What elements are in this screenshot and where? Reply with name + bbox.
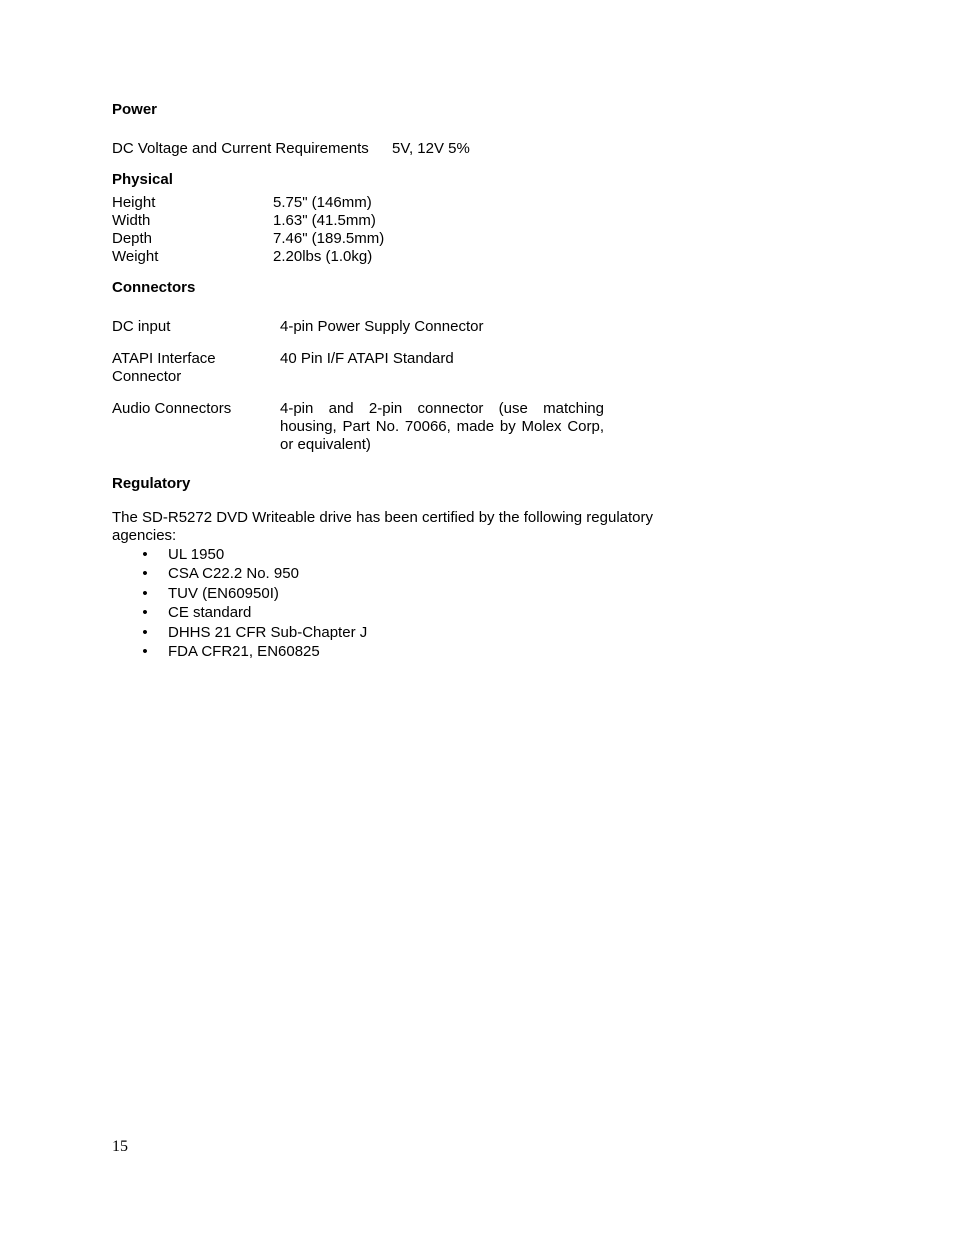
regulatory-paragraph: The SD-R5272 DVD Writeable drive has been certified by the following regulatory agencies:: [112, 509, 653, 544]
physical-height-value: 5.75" (146mm): [273, 194, 372, 211]
connector-atapi-value: 40 Pin I/F ATAPI Standard: [280, 350, 454, 367]
physical-depth-label: Depth: [112, 230, 153, 247]
physical-width-label: Width: [112, 212, 151, 229]
connector-dc-input-label: DC input: [112, 318, 171, 335]
physical-heading: Physical: [112, 171, 173, 188]
list-item-text: CSA C22.2 No. 950: [168, 565, 299, 583]
list-item-text: TUV (EN60950I): [168, 584, 279, 602]
bullet-icon: •: [142, 623, 148, 641]
bullet-icon: •: [142, 565, 148, 583]
connector-audio-value: 4-pin and 2-pin connector (use matching housing, Part No. 70066, made by Molex Corp, or equivalent): [280, 400, 604, 453]
physical-depth-value: 7.46" (189.5mm): [273, 230, 385, 247]
regulatory-heading: Regulatory: [112, 475, 191, 492]
power-requirement-label: DC Voltage and Current Requirements: [112, 140, 369, 157]
list-item-text: DHHS 21 CFR Sub-Chapter J: [168, 623, 368, 641]
physical-weight-value: 2.20lbs (1.0kg): [273, 248, 373, 265]
physical-height-label: Height: [112, 194, 156, 211]
page-number: 15: [112, 1138, 128, 1155]
connectors-heading: Connectors: [112, 279, 196, 296]
list-item-text: FDA CFR21, EN60825: [168, 642, 320, 660]
bullet-icon: •: [142, 642, 148, 660]
list-item-text: UL 1950: [168, 546, 225, 563]
physical-weight-label: Weight: [112, 248, 159, 265]
connector-audio-label: Audio Connectors: [112, 400, 232, 417]
bullet-icon: •: [142, 546, 148, 563]
connector-atapi-label: ATAPI Interface Connector: [112, 350, 216, 385]
bullet-icon: •: [142, 604, 148, 622]
power-heading: Power: [112, 101, 158, 118]
bullet-icon: •: [142, 584, 148, 602]
list-item-text: CE standard: [168, 604, 252, 622]
physical-width-value: 1.63" (41.5mm): [273, 212, 376, 229]
connector-dc-input-value: 4-pin Power Supply Connector: [280, 318, 484, 335]
power-requirement-value: 5V, 12V 5%: [392, 140, 470, 157]
